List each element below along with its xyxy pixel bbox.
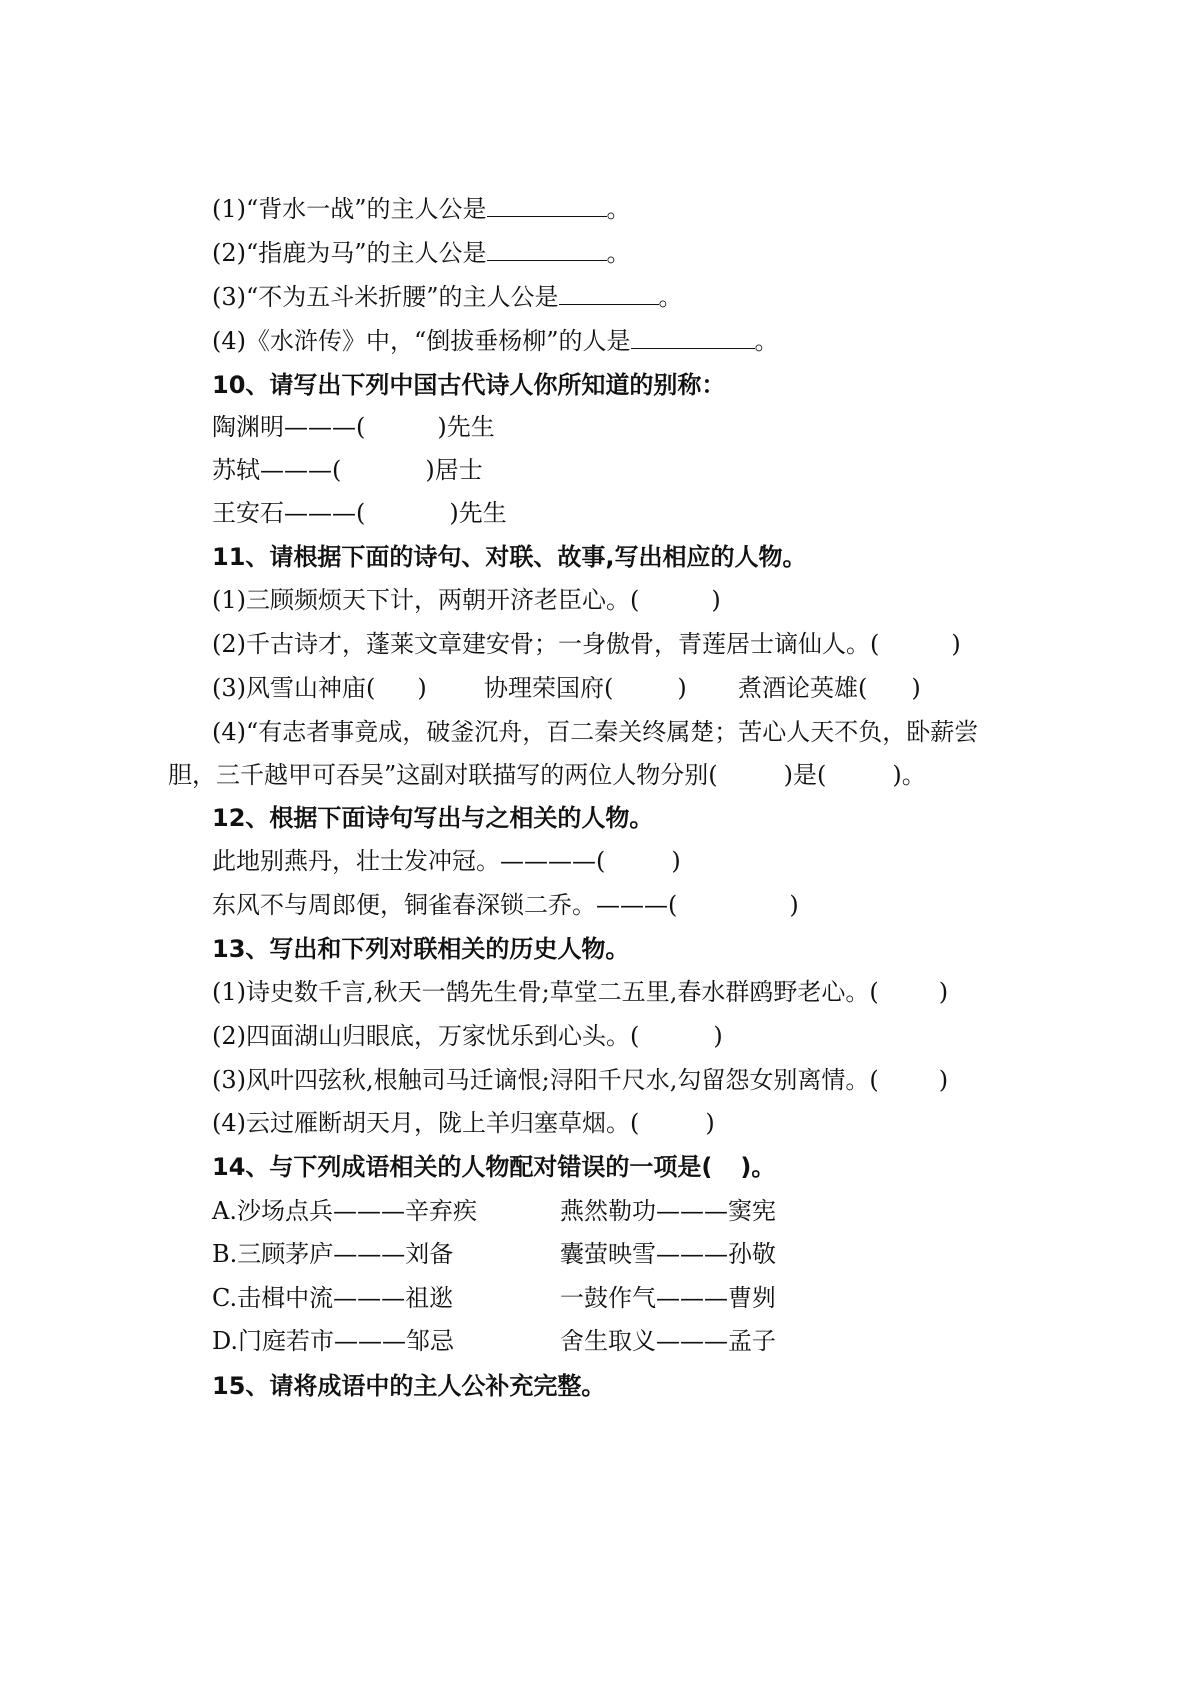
q14-title xyxy=(212,1152,775,1182)
q13-title: 13、写出和下列对联相关的历史人物。 xyxy=(212,935,630,963)
q13-item-3-end: ) xyxy=(938,1066,949,1094)
q14-option-a-right: 燕然勒功———窦宪 xyxy=(560,1197,776,1225)
q14-option-b-right: 囊萤映雪———孙敬 xyxy=(560,1240,776,1268)
q9-item-4-end: 。 xyxy=(754,327,779,355)
answer-blank[interactable] xyxy=(487,238,607,261)
q10-item-3-text: 王安石———( xyxy=(212,499,366,527)
q11-item-3a-end: ) xyxy=(417,674,427,702)
q11-item-3b-text: 协理荣国府( xyxy=(484,674,614,702)
q11-item-2-end: ) xyxy=(951,630,961,658)
q9-item-1-text: (1)“背水一战”的主人公是 xyxy=(212,195,487,223)
q11-item-3a-text: (3)风雪山神庙( xyxy=(212,674,376,702)
q14-option-d-left: D.门庭若市———邹忌 xyxy=(212,1327,455,1355)
q11-item-4-text: 胆，三千越甲可吞吴”这副对联描写的两位人物分别( xyxy=(168,761,718,789)
q15-title: 15、请将成语中的主人公补充完整。 xyxy=(212,1372,606,1400)
q10-item-1-text: 陶渊明———( xyxy=(212,413,366,441)
q11-item-1 xyxy=(212,585,721,615)
q11-item-1-text: (1)三顾频烦天下计，两朝开济老臣心。( xyxy=(212,586,640,614)
q9-item-3 xyxy=(212,282,683,312)
q14-option-c-left: C.击楫中流———祖逖 xyxy=(212,1284,454,1312)
q10-item-1-end: )先生 xyxy=(437,413,495,441)
q12-item-2-end: ) xyxy=(789,891,799,919)
q9-item-1 xyxy=(212,194,631,224)
q10-item-2 xyxy=(212,455,483,485)
q9-item-2 xyxy=(212,238,631,268)
q11-item-3c-end: ) xyxy=(911,674,921,702)
q13-item-1-text: (1)诗史数千言,秋天一鹄先生骨;草堂二五里,春水群鸥野老心。( xyxy=(212,978,879,1006)
answer-blank[interactable] xyxy=(487,194,607,217)
q11-item-2 xyxy=(212,629,961,659)
q13-item-1 xyxy=(212,977,948,1007)
q13-item-4-end: ) xyxy=(705,1109,715,1137)
q13-item-1-end: ) xyxy=(938,978,949,1006)
q9-item-4-text: (4)《水浒传》中，“倒拔垂杨柳”的人是 xyxy=(212,327,631,355)
q10-item-3 xyxy=(212,498,507,528)
q11-item-2-text: (2)千古诗才，蓬莱文章建安骨；一身傲骨，青莲居士谪仙人。( xyxy=(212,630,880,658)
q10-item-3-end: )先生 xyxy=(449,499,507,527)
q14-option-b-left: B.三顾茅庐———刘备 xyxy=(212,1240,454,1268)
q12-item-1-text: 此地别燕丹，壮士发冲冠。————( xyxy=(212,847,606,875)
q9-item-3-end: 。 xyxy=(658,283,683,311)
q12-item-2-text: 东风不与周郎便，铜雀春深锁二乔。———( xyxy=(212,891,678,919)
q11-title: 11、请根据下面的诗句、对联、故事,写出相应的人物。 xyxy=(212,543,807,571)
q12-item-1-end: ) xyxy=(671,847,681,875)
q9-item-4 xyxy=(212,326,779,356)
q11-item-1-end: ) xyxy=(711,586,721,614)
q11-item-3b-end: ) xyxy=(677,674,687,702)
q13-item-2-end: ) xyxy=(713,1022,723,1050)
q12-item-2 xyxy=(212,890,799,920)
q9-item-2-end: 。 xyxy=(606,239,631,267)
q10-item-1 xyxy=(212,412,495,442)
q11-item-4-end: )。 xyxy=(892,761,926,789)
q12-item-1 xyxy=(212,846,681,876)
q12-title: 12、根据下面诗句写出与之相关的人物。 xyxy=(212,804,654,832)
q9-item-2-text: (2)“指鹿为马”的主人公是 xyxy=(212,239,487,267)
q13-item-4 xyxy=(212,1108,715,1138)
q11-item-4-line-2 xyxy=(168,760,926,790)
q10-item-2-text: 苏轼———( xyxy=(212,456,342,484)
q13-item-4-text: (4)云过雁断胡天月，陇上羊归塞草烟。( xyxy=(212,1109,640,1137)
q14-title-end: )。 xyxy=(740,1153,776,1181)
q13-item-3 xyxy=(212,1065,948,1095)
answer-blank[interactable] xyxy=(631,326,755,349)
q13-item-2-text: (2)四面湖山归眼底，万家忧乐到心头。( xyxy=(212,1022,640,1050)
q14-option-a-left: A.沙场点兵———辛弃疾 xyxy=(212,1197,477,1225)
q11-item-3 xyxy=(212,673,427,703)
q14-option-d-right: 舍生取义———孟子 xyxy=(560,1327,776,1355)
answer-blank[interactable] xyxy=(559,282,659,305)
q10-title: 10、请写出下列中国古代诗人你所知道的别称： xyxy=(212,371,726,399)
q11-item-4-line-1: (4)“有志者事竟成，破釜沉舟，百二秦关终属楚；苦心人天不负，卧薪尝 xyxy=(212,718,979,746)
q10-item-2-end: )居士 xyxy=(425,456,483,484)
q11-item-3c xyxy=(738,673,921,703)
q9-item-1-end: 。 xyxy=(606,195,631,223)
q11-item-3b xyxy=(484,673,687,703)
q14-title-text: 14、与下列成语相关的人物配对错误的一项是( xyxy=(212,1153,713,1181)
q14-option-c-right: 一鼓作气———曹刿 xyxy=(560,1284,776,1312)
q9-item-3-text: (3)“不为五斗米折腰”的主人公是 xyxy=(212,283,559,311)
q11-item-3c-text: 煮酒论英雄( xyxy=(738,674,868,702)
q13-item-3-text: (3)风叶四弦秋,根触司马迁谪恨;浔阳千尺水,勾留怨女别离情。( xyxy=(212,1066,879,1094)
q11-item-4-mid: )是( xyxy=(783,761,827,789)
q13-item-2 xyxy=(212,1021,723,1051)
